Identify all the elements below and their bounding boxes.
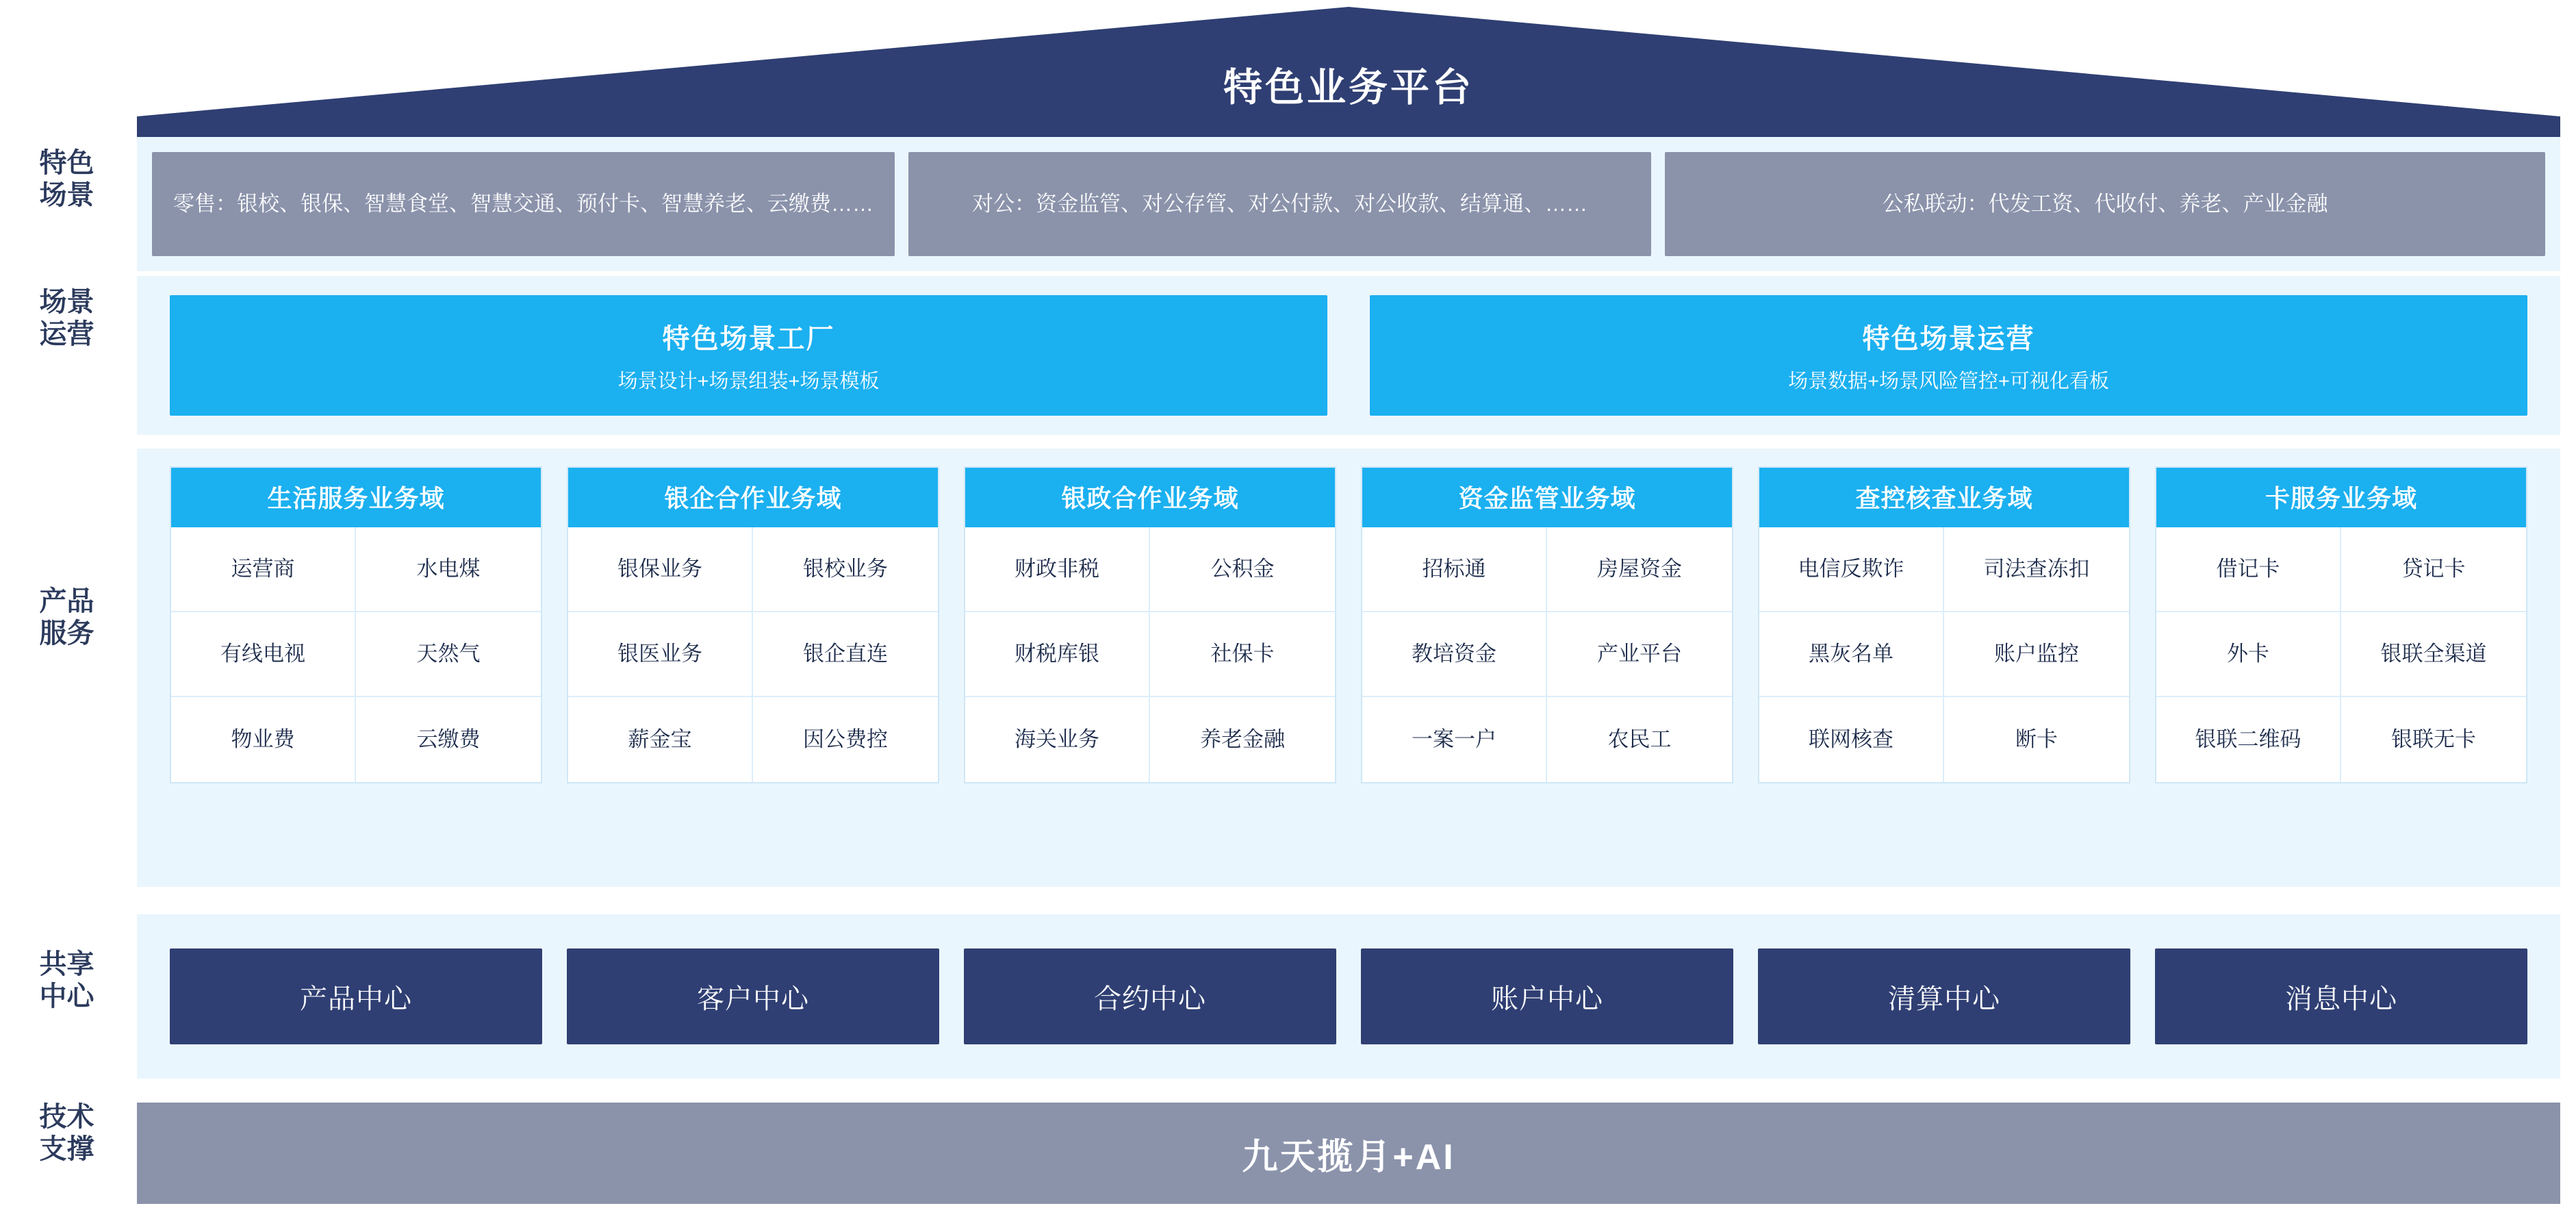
domain-item[interactable]: 银校业务 — [753, 527, 938, 612]
domain-item[interactable]: 物业费 — [171, 697, 356, 782]
rail-label-scene: 特色 场景 — [39, 148, 94, 211]
domain-item[interactable]: 银医业务 — [568, 612, 753, 697]
domain-title: 生活服务业务域 — [171, 468, 541, 527]
tech-support-bar[interactable]: 九天揽月+AI — [137, 1103, 2560, 1204]
rail-label-tech-support: 技术 支撑 — [39, 1102, 94, 1165]
center-customer[interactable]: 客户中心 — [567, 948, 939, 1044]
domain-grid — [171, 527, 541, 782]
domain-life-service — [170, 466, 542, 783]
domain-item[interactable]: 账户监控 — [1944, 612, 2129, 697]
domain-item[interactable]: 司法 查冻扣 — [1944, 527, 2129, 612]
domain-item[interactable]: 海关业务 — [965, 697, 1150, 782]
domain-grid — [2156, 527, 2526, 782]
domain-item[interactable]: 黑灰名单 — [1759, 612, 1944, 697]
domain-item[interactable]: 一案一户 — [1362, 697, 1547, 782]
domain-investigation-verification — [1758, 466, 2130, 783]
domain-item[interactable]: 联网核查 — [1759, 697, 1944, 782]
scene-box-retail[interactable]: 零售：银校、银保、智慧食堂、智慧交通、预付卡、智慧养老、云缴费…… — [152, 152, 895, 256]
scene-band — [137, 137, 2560, 271]
scene-box-public-private[interactable]: 公私联动：代发工资、代收付、养老、产业金融 — [1665, 152, 2545, 256]
domain-item[interactable]: 银企直连 — [753, 612, 938, 697]
domain-item[interactable]: 招标通 — [1362, 527, 1547, 612]
rail-label-operations: 场景 运营 — [39, 287, 94, 350]
domain-title: 银政合作业务域 — [965, 468, 1335, 527]
shared-center-band — [137, 914, 2560, 1079]
domain-item[interactable]: 银联 全渠道 — [2341, 612, 2526, 697]
domain-item[interactable]: 贷记卡 — [2341, 527, 2526, 612]
domain-item[interactable]: 外卡 — [2156, 612, 2341, 697]
domain-grid — [1362, 527, 1732, 782]
scene-box-corporate[interactable]: 对公：资金监管、对公存管、对公付款、对公收款、结算通、…… — [908, 152, 1651, 256]
rail-label-product-service: 产品 服务 — [39, 586, 94, 649]
domain-grid — [1759, 527, 2129, 782]
domain-item[interactable]: 房屋资金 — [1547, 527, 1732, 612]
center-account[interactable]: 账户中心 — [1361, 948, 1733, 1044]
page-title: 特色业务平台 — [1223, 66, 1474, 110]
ops-title: 特色场景运营 — [1862, 324, 2035, 354]
ops-box-scene-operation[interactable] — [1370, 295, 2527, 416]
rail-label-shared-center: 共享 中心 — [39, 949, 94, 1012]
domain-item[interactable]: 云缴费 — [356, 697, 541, 782]
domain-item[interactable]: 断卡 — [1944, 697, 2129, 782]
domain-item[interactable]: 公积金 — [1150, 527, 1335, 612]
domain-item[interactable]: 银保业务 — [568, 527, 753, 612]
domain-title: 银企合作业务域 — [568, 468, 938, 527]
domain-item[interactable]: 教培资金 — [1362, 612, 1547, 697]
ops-subtitle: 场景设计+场景组装+场景模板 — [617, 370, 880, 392]
ops-subtitle: 场景数据+场景风险管控+可视化看板 — [1788, 370, 2109, 392]
domain-item[interactable]: 薪金宝 — [568, 697, 753, 782]
center-message[interactable]: 消息中心 — [2155, 948, 2527, 1044]
domain-item[interactable]: 财政非税 — [965, 527, 1150, 612]
centers-row — [137, 914, 2560, 1079]
platform-roof — [137, 7, 2560, 140]
center-contract[interactable]: 合约中心 — [964, 948, 1336, 1044]
domain-item[interactable]: 社保卡 — [1150, 612, 1335, 697]
domains-row — [137, 449, 2560, 887]
domain-item[interactable]: 因公费控 — [753, 697, 938, 782]
domain-item[interactable]: 银联无卡 — [2341, 697, 2526, 782]
product-service-band — [137, 449, 2560, 887]
domain-item[interactable]: 天然气 — [356, 612, 541, 697]
domain-item[interactable]: 电信 反欺诈 — [1759, 527, 1944, 612]
domain-title: 查控核查业务域 — [1759, 468, 2129, 527]
domain-title: 卡服务业务域 — [2156, 468, 2526, 527]
operations-band — [137, 276, 2560, 435]
domain-item[interactable]: 运营商 — [171, 527, 356, 612]
domain-bank-government — [964, 466, 1336, 783]
domain-item[interactable]: 产业平台 — [1547, 612, 1732, 697]
domain-fund-supervision — [1361, 466, 1733, 783]
domain-bank-enterprise — [567, 466, 939, 783]
center-product[interactable]: 产品中心 — [170, 948, 542, 1044]
domain-item[interactable]: 养老金融 — [1150, 697, 1335, 782]
domain-item[interactable]: 农民工 — [1547, 697, 1732, 782]
domain-card-service — [2155, 466, 2527, 783]
domain-item[interactable]: 财税库银 — [965, 612, 1150, 697]
domain-item[interactable]: 水电煤 — [356, 527, 541, 612]
center-clearing[interactable]: 清算中心 — [1758, 948, 2130, 1044]
operations-row — [137, 276, 2560, 435]
ops-title: 特色场景工厂 — [662, 324, 835, 354]
ops-box-scene-factory[interactable] — [170, 295, 1327, 416]
domain-item[interactable]: 借记卡 — [2156, 527, 2341, 612]
domain-title: 资金监管业务域 — [1362, 468, 1732, 527]
domain-item[interactable]: 银联 二维码 — [2156, 697, 2341, 782]
domain-grid — [965, 527, 1335, 782]
domain-grid — [568, 527, 938, 782]
domain-item[interactable]: 有线电视 — [171, 612, 356, 697]
scene-row — [137, 137, 2560, 271]
